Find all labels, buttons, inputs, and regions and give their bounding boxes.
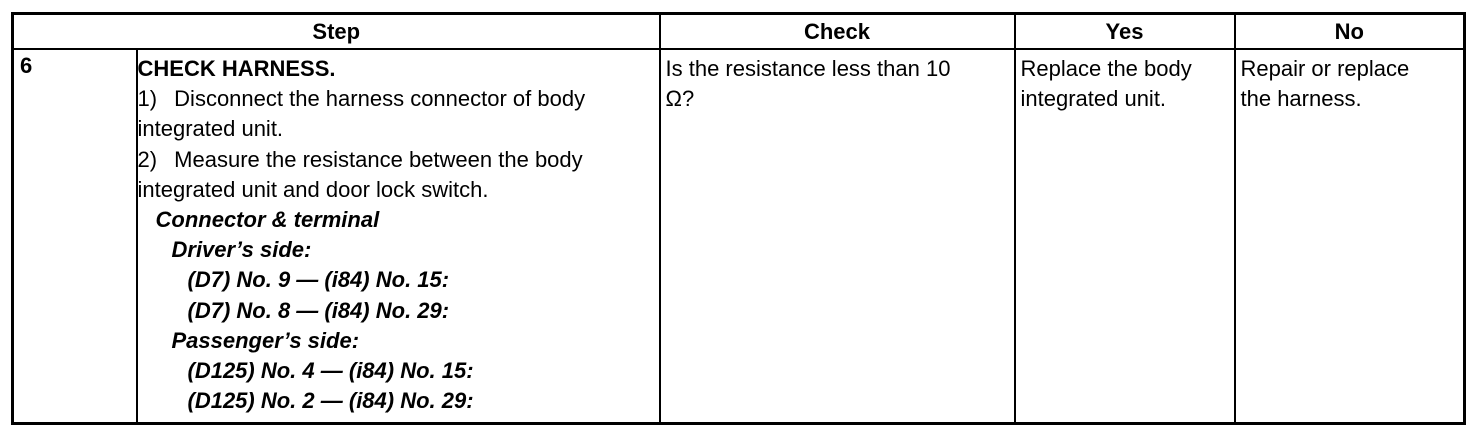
step-title: CHECK HARNESS. — [137, 56, 336, 81]
check-text-b: Ω? — [665, 86, 695, 112]
yes-cell — [1015, 49, 1235, 424]
check-cell — [660, 49, 1015, 424]
step-instruction-1a: 1) Disconnect the harness connector of body — [137, 86, 586, 112]
step-instruction-1b: integrated unit. — [137, 116, 284, 142]
driver-terminal-1: (D7) No. 9 — (i84) No. 15: — [187, 267, 450, 293]
connector-heading: Connector & terminal — [155, 207, 380, 233]
header-yes: Yes — [1015, 14, 1235, 50]
header-step: Step — [13, 14, 660, 50]
yes-text-a: Replace the body — [1020, 56, 1192, 81]
no-cell — [1235, 49, 1465, 424]
passenger-side-heading: Passenger’s side: — [171, 327, 360, 353]
check-text-a: Is the resistance less than 10 — [665, 56, 951, 81]
step-instruction-2a: 2) Measure the resistance between the body — [137, 146, 583, 172]
driver-side-heading: Driver’s side: — [171, 237, 312, 263]
step-instruction-2b: integrated unit and door lock switch. — [137, 176, 489, 202]
table-row — [13, 49, 1465, 424]
header-row — [13, 14, 1465, 50]
driver-terminal-2: (D7) No. 8 — (i84) No. 29: — [187, 297, 450, 323]
step-number: 6 — [13, 49, 137, 424]
no-text-a: Repair or replace — [1240, 56, 1410, 81]
header-no: No — [1235, 14, 1465, 50]
yes-text-b: integrated unit. — [1020, 86, 1167, 112]
passenger-terminal-1: (D125) No. 4 — (i84) No. 15: — [187, 358, 474, 384]
step-cell — [137, 49, 660, 424]
header-check: Check — [660, 14, 1015, 50]
diagnostic-table — [11, 12, 1466, 425]
passenger-terminal-2: (D125) No. 2 — (i84) No. 29: — [187, 388, 474, 414]
no-text-b: the harness. — [1240, 86, 1362, 112]
